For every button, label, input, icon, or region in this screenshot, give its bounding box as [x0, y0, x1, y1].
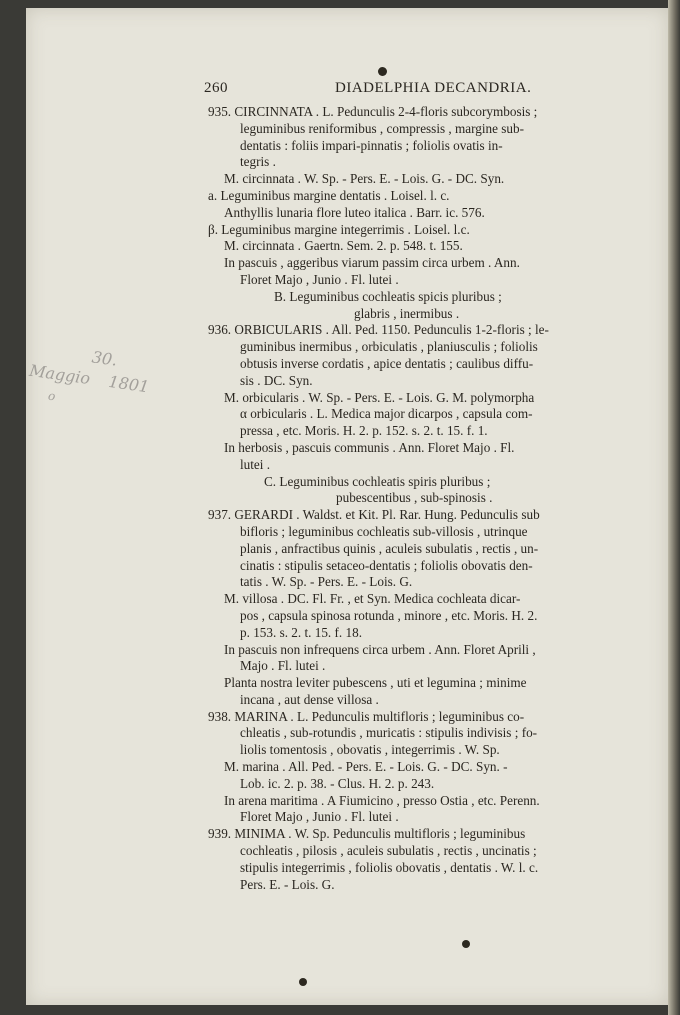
- text-line: 936. ORBICULARIS . All. Ped. 1150. Pedunculis 1-2-floris ; le-: [208, 322, 549, 338]
- text-line: 938. MARINA . L. Pedunculis multifloris ; leguminibus co-: [208, 708, 525, 724]
- text-line: chleatis , sub-rotundis , muricatis : stipulis indivisis ; fo-: [240, 725, 538, 741]
- text-line: tatis . W. Sp. - Pers. E. - Lois. G.: [240, 574, 413, 590]
- section-heading-line: C. Leguminibus cochleatis spiris pluribus ;: [264, 473, 491, 489]
- text-line: M. villosa . DC. Fl. Fr. , et Syn. Medica cochleata dicar-: [224, 591, 521, 607]
- margin-note-year: 1801: [107, 371, 151, 397]
- text-line: 937. GERARDI . Waldst. et Kit. Pl. Rar. Hung. Pedunculis sub: [208, 507, 540, 523]
- text-line: 939. MINIMA . W. Sp. Pedunculis multifloris ; leguminibus: [208, 826, 526, 842]
- margin-note-mark: o: [47, 388, 57, 404]
- text-line: guminibus inermibus , orbiculatis , planiusculis ; foliolis: [240, 339, 538, 355]
- text-line: p. 153. s. 2. t. 15. f. 18.: [240, 624, 362, 640]
- text-line: lutei .: [240, 456, 271, 472]
- page-number: 260: [204, 80, 228, 96]
- text-line: Anthyllis lunaria flore luteo italica . Barr. ic. 576.: [224, 204, 485, 220]
- text-line: sis . DC. Syn.: [240, 372, 313, 388]
- text-line: Planta nostra leviter pubescens , uti et legumina ; minime: [224, 675, 527, 691]
- text-line: stipulis integerrimis , foliolis obovatis , dentatis . W. l. c.: [240, 859, 539, 875]
- text-line: cinatis : stipulis setaceo-dentatis ; foliolis obovatis den-: [240, 557, 533, 573]
- ink-spot-footer: [299, 978, 307, 986]
- margin-note-month: Maggio: [28, 360, 92, 389]
- section-heading-line: B. Leguminibus cochleatis spicis pluribus ;: [274, 288, 502, 304]
- text-line: a. Leguminibus margine dentatis . Loisel. l. c.: [208, 187, 450, 203]
- text-line: M. circinnata . Gaertn. Sem. 2. p. 548. t. 155.: [224, 238, 463, 254]
- text-line: M. orbicularis . W. Sp. - Pers. E. - Lois. G. M. polymorpha: [224, 389, 535, 405]
- text-line: incana , aut dense villosa .: [240, 691, 379, 707]
- next-page-edge: [668, 0, 680, 1015]
- text-line: α orbicularis . L. Medica major dicarpos , capsula com-: [240, 406, 533, 422]
- text-line: dentatis : foliis impari-pinnatis ; foliolis ovatis in-: [240, 137, 503, 153]
- text-line: In herbosis , pascuis communis . Ann. Floret Majo . Fl.: [224, 439, 515, 455]
- ink-spot-bottom: [462, 940, 470, 948]
- text-line: In pascuis non infrequens circa urbem . Ann. Floret Aprili ,: [224, 641, 536, 657]
- text-line: pressa , etc. Moris. H. 2. p. 152. s. 2. t. 15. f. 1.: [240, 423, 488, 439]
- text-body: [208, 104, 652, 893]
- text-line: Pers. E. - Lois. G.: [240, 876, 335, 892]
- text-line: In pascuis , aggeribus viarum passim circa urbem . Ann.: [224, 255, 520, 271]
- text-line: 935. CIRCINNATA . L. Pedunculis 2-4-floris subcorymbosis ;: [208, 104, 538, 119]
- section-heading-line: glabris , inermibus .: [354, 305, 460, 321]
- text-line: Majo . Fl. lutei .: [240, 658, 326, 674]
- margin-note-day: 30.: [90, 347, 119, 370]
- text-line: Floret Majo , Junio . Fl. lutei .: [240, 271, 399, 287]
- text-line: In arena maritima . A Fiumicino , presso Ostia , etc. Perenn.: [224, 792, 540, 808]
- text-line: pos , capsula spinosa rotunda , minore , etc. Moris. H. 2.: [240, 607, 538, 623]
- text-line: M. circinnata . W. Sp. - Pers. E. - Lois. G. - DC. Syn.: [224, 171, 505, 187]
- text-line: tegris .: [240, 154, 276, 170]
- text-line: bifloris ; leguminibus cochleatis sub-villosis , utrinque: [240, 523, 528, 539]
- text-line: obtusis inverse cordatis , apice dentatis ; caulibus diffu-: [240, 355, 534, 371]
- section-heading-line: pubescentibus , sub-spinosis .: [336, 490, 493, 506]
- text-line: Lob. ic. 2. p. 38. - Clus. H. 2. p. 243.: [240, 775, 435, 791]
- text-line: Floret Majo , Junio . Fl. lutei .: [240, 809, 399, 825]
- text-line: β. Leguminibus margine integerrimis . Loisel. l.c.: [208, 221, 470, 237]
- text-line: cochleatis , pilosis , aculeis subulatis , rectis , uncinatis ;: [240, 843, 537, 859]
- text-line: planis , anfractibus quinis , aculeis subulatis , rectis , un-: [240, 540, 539, 556]
- text-line: leguminibus reniformibus , compressis , margine sub-: [240, 120, 524, 136]
- running-title: DIADELPHIA DECANDRIA.: [335, 80, 532, 96]
- text-line: liolis tomentosis , obovatis , integerrimis . W. Sp.: [240, 742, 500, 758]
- text-line: M. marina . All. Ped. - Pers. E. - Lois. G. - DC. Syn. -: [224, 759, 508, 775]
- ink-spot-top: [378, 67, 387, 76]
